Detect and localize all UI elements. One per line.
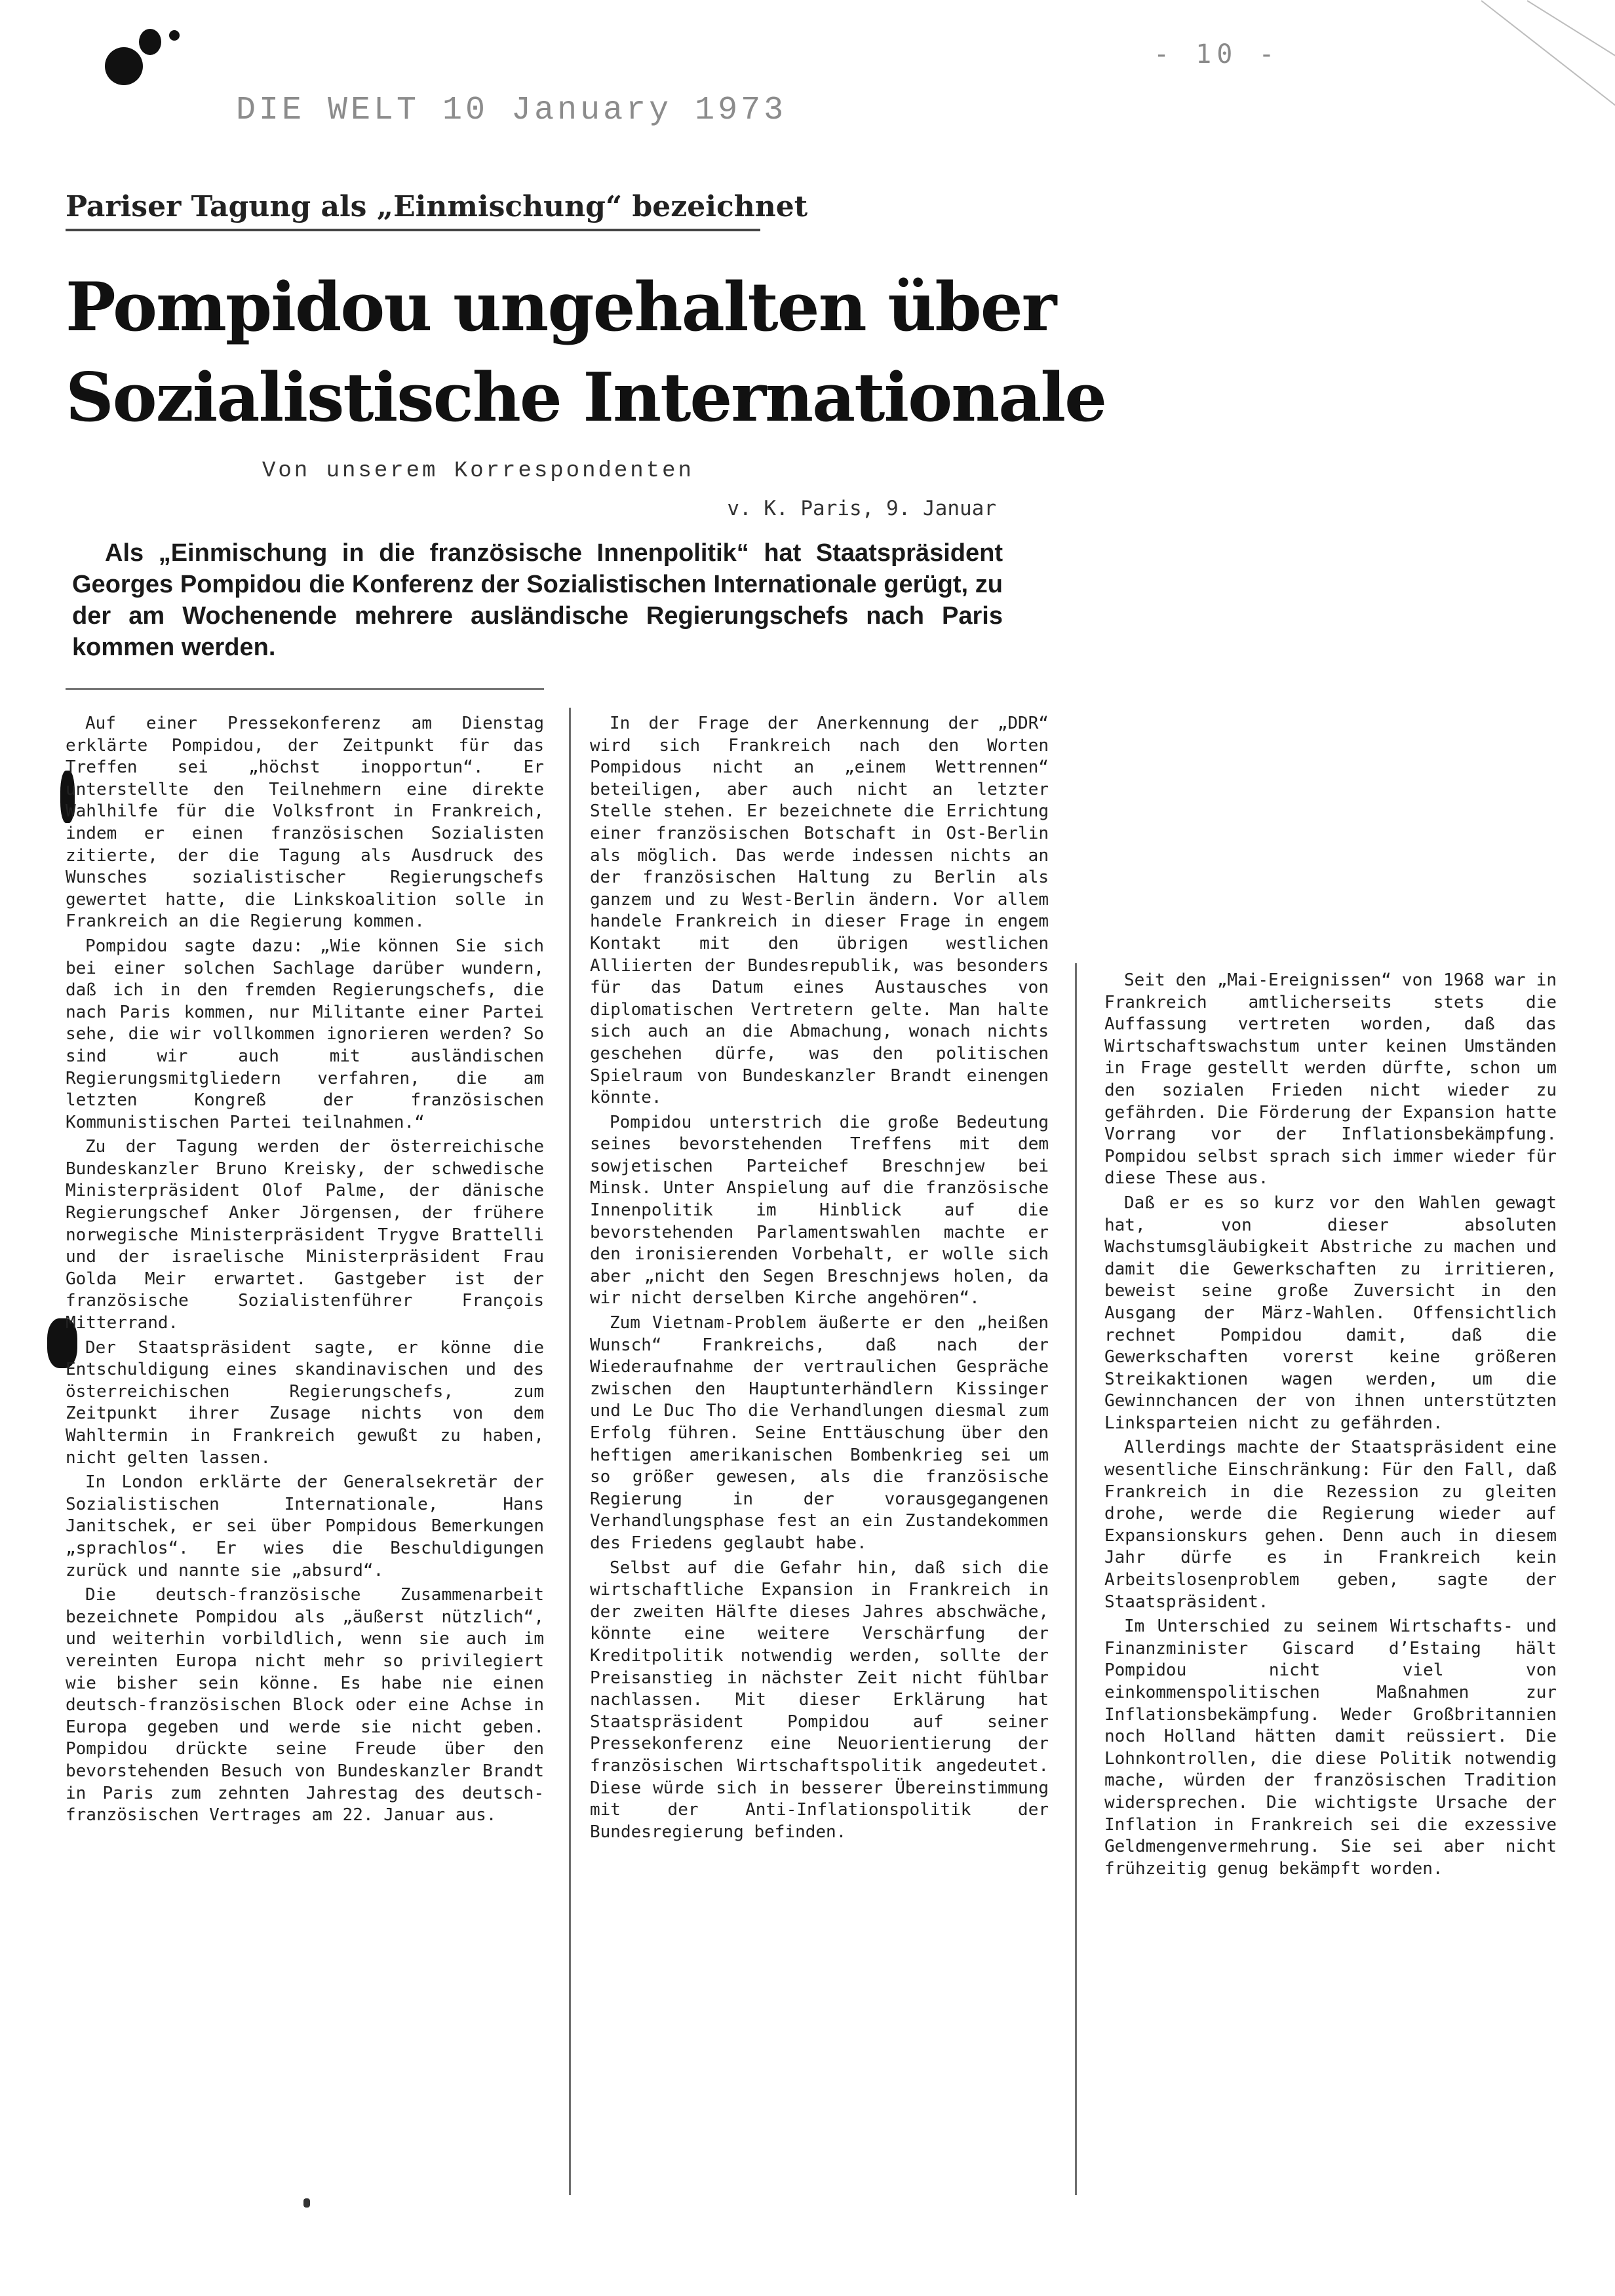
scan-scratch — [1527, 0, 1615, 71]
scan-scratch — [1481, 0, 1615, 106]
scan-speck — [303, 2198, 310, 2208]
source-stamp: DIE WELT 10 January 1973 — [236, 92, 787, 129]
lead-separator — [66, 688, 544, 690]
column-rule — [1075, 963, 1077, 2195]
paragraph: Zu der Tagung werden der österreichische Bundeskanzler Bruno Kreisky, der schwedische Ministerpräsident Olof Palme, der dänische Regierungschef Anker Jörgensen, der frühere norwegische Ministerpräsident Trygve Brattelli und der israelische Ministerpräsident Frau Golda Meir erwartet. Gastgeber ist der französische Sozialistenführer François Mitterrand. — [66, 1137, 544, 1333]
article-headline — [66, 262, 1106, 443]
paragraph: Seit den „Mai-Ereignissen“ von 1968 war in Frankreich amtlicherseits stets die Auffassung vertreten worden, daß das Wirtschaftswachstum unter keinen Umständen in Frage gestellt werden dürfte, schon um den sozialen Frieden nicht wieder zu gefährden. Die Förderung der Expansion hatte Vorrang vor der Inflationsbekämpfung. Pompidou selbst sprach sich immer wieder für diese These aus. — [1104, 970, 1557, 1189]
ink-blot — [105, 47, 143, 85]
paragraph: Daß er es so kurz vor den Wahlen gewagt hat, von dieser absoluten Wachstumsgläubigkeit Abstriche zu machen und damit die Gewerkschaften zu irritieren, beweist seine große Zuversicht in den Ausgang der März-Wahlen. Offensichtlich rechnet Pompidou damit, daß die Gewerkschaften vorerst keine größeren Streikaktionen wagen werden, um die Gewinnchancen der von ihnen unterstützten Linksparteien nicht zu gefährden. — [1104, 1193, 1557, 1433]
dateline: v. K. Paris, 9. Januar — [727, 497, 996, 520]
byline: Von unserem Korrespondenten — [262, 459, 694, 484]
paragraph: Der Staatspräsident sagte, er könne die Entschuldigung eines skandinavischen und des österreichischen Regierungschefs, zum Zeitpunkt ihrer Zusage nichts von dem Wahltermin in Frankreich gewußt zu haben, nicht gelten lassen. — [66, 1337, 544, 1468]
ink-blot — [139, 29, 161, 55]
page-number: - 10 - — [1154, 39, 1280, 69]
lead-paragraph: Als „Einmischung in die französische Innenpolitik“ hat Staatspräsident Georges Pompidou die Konferenz der Sozialistischen Internationale gerügt, zu der am Wochenende mehrere ausländische Regierungschefs nach Paris kommen werden. — [72, 539, 1003, 661]
paragraph: Allerdings machte der Staatspräsident eine wesentliche Einschränkung: Für den Fall, daß Frankreich in die Rezession zu gleiten drohe, werde die Regierung wieder auf Expansionskurs gehen. Denn auch in diesem Jahr dürfe es in Frankreich kein Arbeitslosenproblem geben, sagte der Staatspräsident. — [1104, 1438, 1557, 1612]
article-column-1 — [66, 713, 544, 1829]
paragraph: Pompidou unterstrich die große Bedeutung seines bevorstehenden Treffens mit dem sowjetischen Parteichef Breschnjew bei Minsk. Unter Anspielung auf die französische Innenpolitik im Hinblick auf die bevorstehenden Parlamentswahlen machte er den ironisierenden Vorbehalt, er wolle sich aber „nicht den Segen Breschnjews holen, da wir nicht derselben Kirche angehören“. — [590, 1112, 1049, 1309]
paragraph: Auf einer Pressekonferenz am Dienstag erklärte Pompidou, der Zeitpunkt für das Treffen sei „höchst inopportun“. Er unterstellte den Teilnehmern eine direkte Wahlhilfe für die Volksfront in Frankreich, indem er einen französischen Sozialisten zitierte, der die Tagung als Ausdruck des Wunsches sozialistischer Regierungschefs gewertet hatte, die Linkskoalition solle in Frankreich an die Regierung kommen. — [66, 714, 544, 932]
paragraph: In der Frage der Anerkennung der „DDR“ wird sich Frankreich nach den Worten Pompidous nicht an „einem Wettrennen“ beteiligen, aber auch nicht an letzter Stelle stehen. Er bezeichnete die Errichtung einer französischen Botschaft in Ost-Berlin als möglich. Das werde indessen nichts an der französischen Haltung zu Berlin als ganzem und zu West-Berlin ändern. Vor allem handele Frankreich in dieser Frage in engem Kontakt mit den übrigen westlichen Alliierten der Bundesrepublik, was besonders für das Datum eines Austausches von diplomatischen Vertretern gelte. Man halte sich auch an die Abmachung, wonach nichts geschehen dürfe, was den politischen Spielraum von Bundeskanzler Brandt einengen könnte. — [590, 714, 1049, 1108]
paragraph: In London erklärte der Generalsekretär der Sozialistischen Internationale, Hans Janitschek, er sei über Pompidous Bemerkungen „sprachlos“. Er wies die Beschuldigungen zurück und nannte sie „absurd“. — [66, 1472, 544, 1580]
paragraph: Die deutsch-französische Zusammenarbeit bezeichnete Pompidou als „äußerst nützlich“, und weiterhin vorbildlich, wenn sie auch im vereinten Europa nicht mehr so privilegiert wie bisher sein könne. Es habe nie einen deutsch-französischen Block oder eine Achse in Europa gegeben und werde sie nicht geben. Pompidou drückte seine Freude über den bevorstehenden Besuch von Bundeskanzler Brandt in Paris zum zehnten Jahrestag des deutsch-französischen Vertrages am 22. Januar aus. — [66, 1585, 544, 1826]
headline-line-2: Sozialistische Internationale — [66, 358, 1106, 437]
paragraph: Selbst auf die Gefahr hin, daß sich die wirtschaftliche Expansion in Frankreich in der zweiten Hälfte dieses Jahres abschwäche, könnte eine weitere Verschärfung der Kreditpolitik notwendig werden, sollte der Preisanstieg in nächster Zeit nicht fühlbar nachlassen. Mit dieser Erklärung hat Staatspräsident Pompidou auf seiner Pressekonferenz eine Neuorientierung der französischen Wirtschaftspolitik angedeutet. Diese würde sich in besserer Übereinstimmung mit der Anti-Inflationspolitik der Bundesregierung befinden. — [590, 1558, 1049, 1842]
paragraph: Im Unterschied zu seinem Wirtschafts- und Finanzminister Giscard d’Estaing hält Pompidou nicht viel von einkommenspolitischen Maßnahmen zur Inflationsbekämpfung. Weder Großbritannien noch Holland hätten damit reüssiert. Die Lohnkontrollen, die diese Politik notwendig mache, würden der französischen Tradition widersprechen. Die wichtigste Ursache der Inflation in Frankreich sei die exzessive Geldmengenvermehrung. Sie sei aber nicht frühzeitig genug bekämpft worden. — [1104, 1617, 1557, 1879]
article-column-2 — [590, 713, 1049, 1846]
ink-blot — [169, 30, 180, 41]
paragraph: Pompidou sagte dazu: „Wie können Sie sich bei einer solchen Sachlage darüber wundern, daß ich in den fremden Regierungschefs, die nach Paris kommen, nur Militante einer Partei sehe, die wir vollkommen ignorieren werden? So sind wir auch mit ausländischen Regierungsmitgliedern verfahren, die am letzten Kongreß der französischen Kommunistischen Partei teilnahmen.“ — [66, 936, 544, 1132]
article-column-3 — [1104, 970, 1557, 1883]
column-rule — [569, 708, 571, 2195]
headline-line-1: Pompidou ungehalten über — [66, 268, 1056, 347]
article-kicker: Pariser Tagung als „Einmischung“ bezeichnet — [66, 190, 760, 231]
paragraph: Zum Vietnam-Problem äußerte er den „heißen Wunsch“ Frankreichs, daß nach der Wiederaufnahme der vertraulichen Gespräche zwischen den Hauptunterhändlern Kissinger und Le Duc Tho die Verhandlungen diesmal zum Erfolg führen. Seine Enttäuschung über den heftigen amerikanischen Bombenkrieg sei um so größer gewesen, als die französische Regierung in der vorausgegangenen Verhandlungsphase fest an ein Zustandekommen des Friedens geglaubt habe. — [590, 1313, 1049, 1553]
